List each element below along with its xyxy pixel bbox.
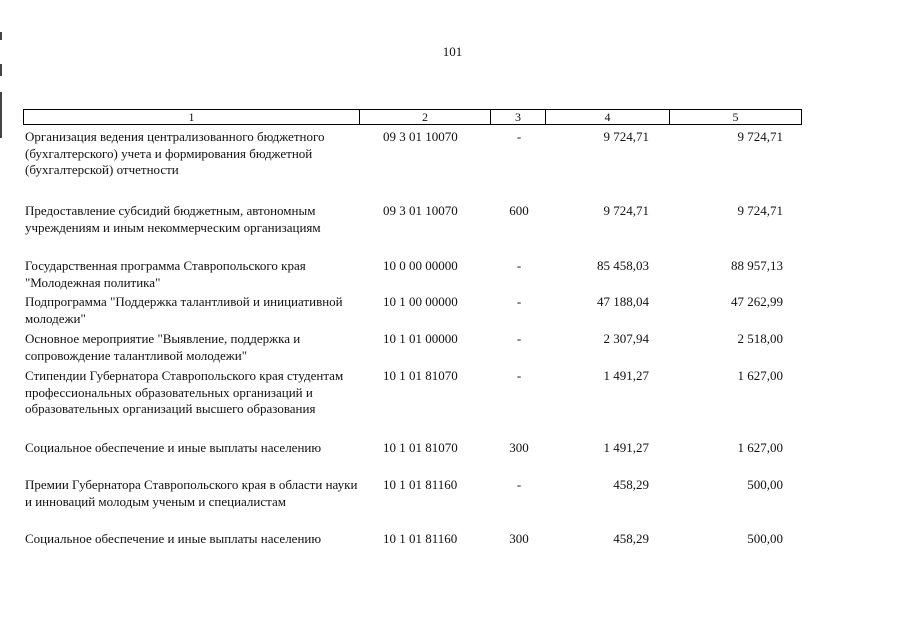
- row-value-5: 88 957,13: [731, 258, 783, 273]
- row-code: 10 1 01 00000: [383, 331, 458, 346]
- header-col-3: 3: [490, 110, 545, 124]
- row-value-4: 1 491,27: [603, 368, 649, 383]
- row-vr: -: [516, 129, 522, 144]
- row-name: Подпрограмма "Поддержка талантливой и инициативной молодежи": [25, 294, 343, 326]
- row-name: Стипендии Губернатора Ставропольского края студентам профессиональных образовательных организаций и образовательных организаций высшего образования: [25, 368, 344, 416]
- row-code: 09 3 01 10070: [383, 129, 458, 144]
- row-value-4: 85 458,03: [597, 258, 649, 273]
- row-value-5: 1 627,00: [737, 368, 783, 383]
- row-vr: 300: [509, 440, 529, 455]
- header-col-5: 5: [669, 110, 801, 124]
- row-value-5: 1 627,00: [737, 440, 783, 455]
- row-name: Предоставление субсидий бюджетным, автономным учреждениям и иным некоммерческим организациям: [25, 203, 321, 235]
- row-vr: -: [516, 477, 522, 492]
- row-value-4: 458,29: [613, 477, 649, 492]
- row-value-5: 9 724,71: [737, 203, 783, 218]
- row-value-4: 1 491,27: [603, 440, 649, 455]
- header-col-4: 4: [545, 110, 669, 124]
- row-name: Премии Губернатора Ставропольского края в области науки и инноваций молодым ученым и специалистам: [25, 477, 358, 509]
- row-value-4: 9 724,71: [603, 203, 649, 218]
- row-code: 10 1 01 81070: [383, 368, 458, 383]
- row-name: Социальное обеспечение и иные выплаты населению: [25, 531, 322, 546]
- row-value-4: 2 307,94: [603, 331, 649, 346]
- row-name: Организация ведения централизованного бюджетного (бухгалтерского) учета и формирования бюджетной (бухгалтерской) отчетности: [25, 129, 325, 177]
- row-vr: -: [516, 294, 522, 309]
- scan-edge-mark: [0, 64, 2, 76]
- row-value-4: 47 188,04: [597, 294, 649, 309]
- row-vr: 600: [509, 203, 529, 218]
- row-vr: -: [516, 258, 522, 273]
- header-col-2: 2: [359, 110, 490, 124]
- row-code: 10 1 01 81070: [383, 440, 458, 455]
- header-col-1: 1: [188, 110, 195, 124]
- row-vr: 300: [509, 531, 529, 546]
- row-code: 10 0 00 00000: [383, 258, 458, 273]
- row-value-4: 458,29: [613, 531, 649, 546]
- row-vr: -: [516, 331, 522, 346]
- scan-edge-mark: [0, 92, 2, 138]
- row-code: 10 1 01 81160: [383, 531, 458, 546]
- row-value-4: 9 724,71: [603, 129, 649, 144]
- row-code: 09 3 01 10070: [383, 203, 458, 218]
- row-value-5: 500,00: [747, 477, 783, 492]
- page-number: 101: [442, 44, 463, 59]
- row-value-5: 2 518,00: [737, 331, 783, 346]
- row-name: Основное мероприятие "Выявление, поддержка и сопровождение талантливой молодежи": [25, 331, 301, 363]
- row-name: Государственная программа Ставропольского края "Молодежная политика": [25, 258, 306, 290]
- table-header: [23, 109, 802, 125]
- scan-edge-mark: [0, 32, 2, 40]
- row-value-5: 47 262,99: [731, 294, 783, 309]
- row-vr: -: [516, 368, 522, 383]
- row-name: Социальное обеспечение и иные выплаты населению: [25, 440, 322, 455]
- row-code: 10 1 01 81160: [383, 477, 458, 492]
- row-code: 10 1 00 00000: [383, 294, 458, 309]
- row-value-5: 500,00: [747, 531, 783, 546]
- row-value-5: 9 724,71: [737, 129, 783, 144]
